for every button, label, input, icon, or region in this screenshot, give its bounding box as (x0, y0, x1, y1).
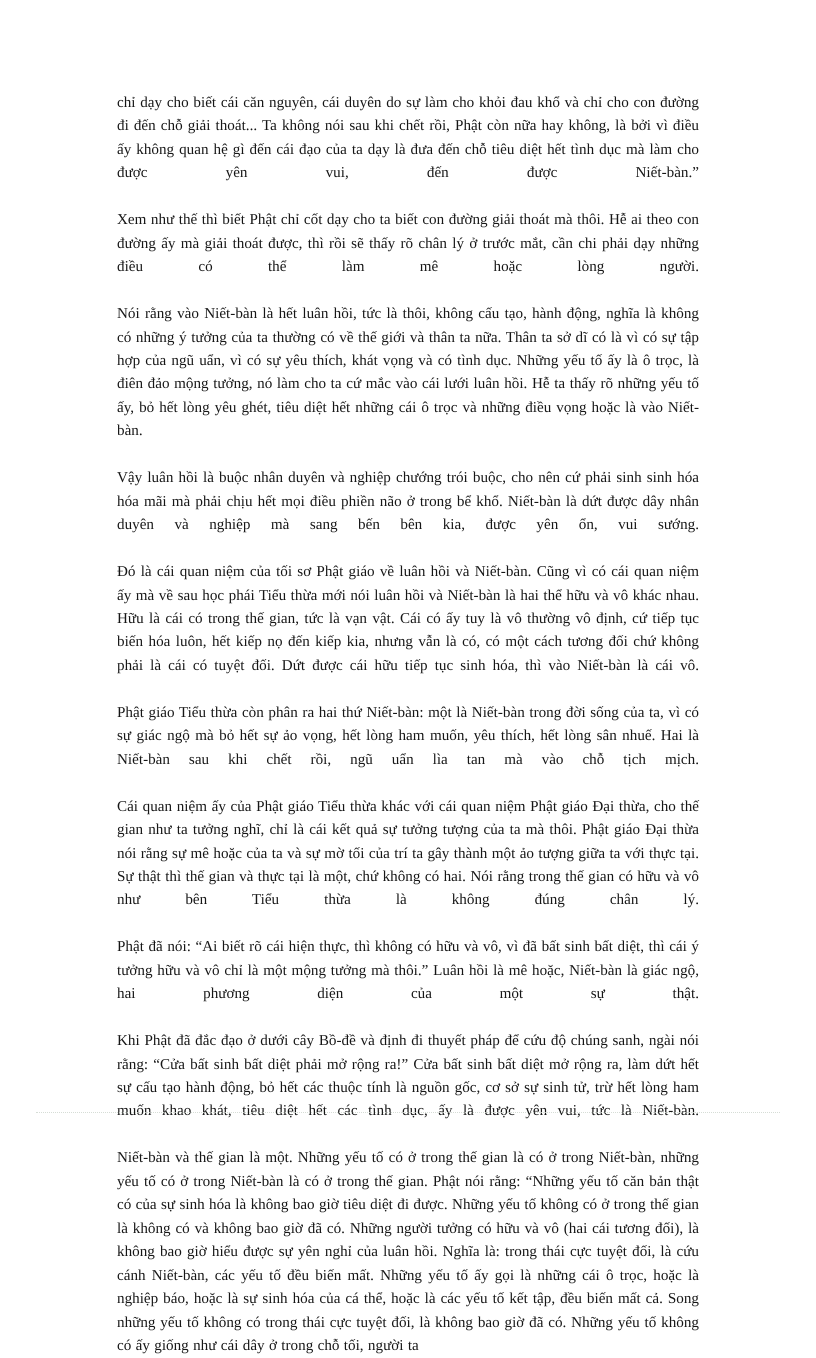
paragraph: chỉ dạy cho biết cái căn nguyên, cái duyên do sự làm cho khỏi đau khổ và chỉ cho con đường đi đến chỗ giải thoát... Ta không nói sau khi chết rồi, Phật còn nữa hay không, là bởi vì điều ấy không quan hệ gì đến cái đạo của ta dạy là đưa đến chỗ tiêu diệt hết tình dục mà làm cho được yên vui, đến được Niết-bàn.” (117, 95, 699, 182)
paragraph: Cái quan niệm ấy của Phật giáo Tiểu thừa khác với cái quan niệm Phật giáo Đại thừa, cho thế gian như ta tưởng nghĩ, chỉ là cái kết quả sự tưởng tượng của ta mà thôi. Phật giáo Đại thừa nói rằng sự mê hoặc của ta và sự mờ tối của trí ta gây thành một ảo tượng giữa ta với thực tại. Sự thật thì thế gian và thực tại là một, chứ không có hai. Nói rằng trong thế gian có hữu và vô như bên Tiểu thừa là không đúng chân lý. (117, 798, 699, 909)
paragraph: Nói rằng vào Niết-bàn là hết luân hồi, tức là thôi, không cấu tạo, hành động, nghĩa là không có những ý tưởng của ta thường có về thế giới và thân ta nữa. Thân ta sở dĩ có là vì có sự tập hợp của ngũ uẩn, vì có sự yêu thích, khát vọng và có tình dục. Những yếu tố ấy là ô trọc, là điên đảo mộng tưởng, nó làm cho ta cứ mắc vào cái lưới luân hồi. Hễ ta thấy rõ những yếu tố ấy, bỏ hết lòng yêu ghét, tiêu diệt hết những cái ô trọc và những điều vọng hoặc là vào Niết-bàn. (117, 306, 699, 440)
paragraph: Xem như thế thì biết Phật chỉ cốt dạy cho ta biết con đường giải thoát mà thôi. Hễ ai theo con đường ấy mà giải thoát được, thì rồi sẽ thấy rõ chân lý ở trước mắt, cần chi phải dạy những điều có thể làm mê hoặc lòng người. (117, 212, 699, 276)
paragraph: Khi Phật đã đắc đạo ở dưới cây Bồ-đề và định đi thuyết pháp để cứu độ chúng sanh, ngài nói rằng: “Cửa bất sinh bất diệt phải mở rộng ra!” Cửa bất sinh bất diệt mở rộng ra, làm dứt hết sự cấu tạo hành động, bỏ hết các thuộc tính là nguồn gốc, cơ sở sự sinh tử, trừ hết lòng ham muốn khao khát, tiêu diệt hết các tình dục, ấy là được yên vui, tức là Niết-bàn. (117, 1033, 699, 1120)
footer-dotted-rule (36, 1112, 780, 1114)
paragraph: Phật đã nói: “Ai biết rõ cái hiện thực, thì không có hữu và vô, vì đã bất sinh bất diệt, thì cái ý tưởng hữu và vô chỉ là một mộng tưởng mà thôi.” Luân hồi là mê hoặc, Niết-bàn là giác ngộ, hai phương diện của một sự thật. (117, 939, 699, 1003)
paragraph: Phật giáo Tiểu thừa còn phân ra hai thứ Niết-bàn: một là Niết-bàn trong đời sống của ta, vì có sự giác ngộ mà bỏ hết sự ảo vọng, hết lòng ham muốn, yêu thích, hết lòng sân nhuế. Hai là Niết-bàn sau khi chết rồi, ngũ uẩn lìa tan mà vào chỗ tịch mịch. (117, 704, 699, 768)
paragraph: Đó là cái quan niệm của tối sơ Phật giáo về luân hồi và Niết-bàn. Cũng vì có cái quan niệm ấy mà về sau học phái Tiểu thừa mới nói luân hồi và Niết-bàn là hai thể hữu và vô khác nhau. Hữu là cái có trong thế gian, tức là vạn vật. Cái có ấy tuy là vô thường vô định, cứ tiếp tục biến hóa luôn, hết kiếp nọ đến kiếp kia, nhưng vẫn là có, có một cách tương đối chứ không phải là cái có tuyệt đối. Dứt được cái hữu tiếp tục sinh hóa, thì vào Niết-bàn là cái vô. (117, 564, 699, 674)
paragraph: Niết-bàn và thế gian là một. Những yếu tố có ở trong thế gian là có ở trong Niết-bàn, những yếu tố có ở trong Niết-bàn là có ở trong thế gian. Phật nói rằng: “Những yếu tố căn bản thật có của sự sinh hóa là không bao giờ tiêu diệt đi được. Những yếu tố không có ở trong thế gian là không có và không bao giờ đã có. Những người tưởng có hữu và vô (hai cái tương đối), là không bao giờ hiểu được sự yên nghỉ của luân hồi. Nghĩa là: trong thái cực tuyệt đối, là cứu cánh Niết-bàn, các yếu tố đều biến mất. Những yếu tố ấy gọi là những cái ô trọc, hoặc là nghiệp báo, hoặc là sự sinh hóa của cá thể, hoặc là các yếu tố kết tập, đều biến mất cả. Song những yếu tố không có trong thái cực tuyệt đối, là không bao giờ đã có. Những yếu tố không có ấy giống như cái dây ở trong chỗ tối, người ta (117, 1150, 699, 1355)
body-text-column (117, 92, 699, 1358)
paragraph: Vậy luân hồi là buộc nhân duyên và nghiệp chướng trói buộc, cho nên cứ phải sinh sinh hóa hóa mãi mà phải chịu hết mọi điều phiền não ở trong bể khổ. Niết-bàn là dứt được dây nhân duyên và nghiệp mà sang bến bên kia, được yên ổn, vui sướng. (117, 470, 699, 534)
